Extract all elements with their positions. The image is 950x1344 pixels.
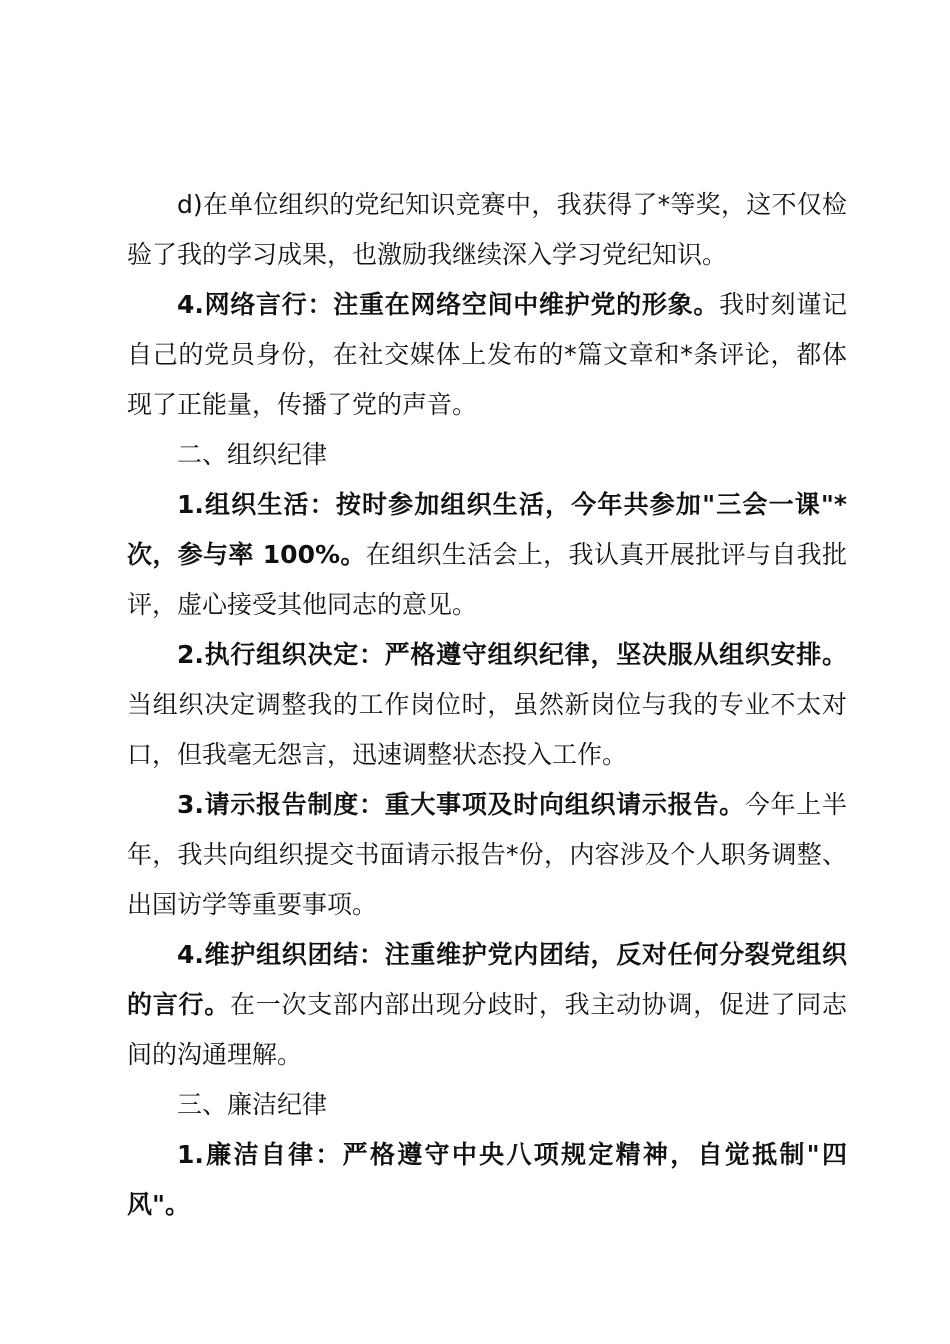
paragraph-bold-lead: 2.执行组织决定：严格遵守组织纪律，坚决服从组织安排。 [177, 640, 847, 669]
paragraph-text: d)在单位组织的党纪知识竞赛中，我获得了*等奖，这不仅检验了我的学习成果，也激励我继续深入学习党纪知识。 [127, 190, 847, 269]
paragraph-bold-lead: 4.维护组织团结：注重维护党内团结，反对任何分裂党组织的言行。 [127, 940, 847, 1019]
paragraph-text: 在组织生活会上，我认真开展批评与自我批评，虚心接受其他同志的意见。 [127, 540, 847, 619]
paragraph-d [127, 180, 847, 280]
paragraph-integrity [127, 1130, 847, 1230]
paragraph-text: 在一次支部内部出现分歧时，我主动协调，促进了同志间的沟通理解。 [127, 990, 847, 1069]
paragraph-unity [127, 930, 847, 1080]
paragraph-bold-lead: 4.网络言行：注重在网络空间中维护党的形象。 [177, 290, 720, 319]
section-heading-organization: 二、组织纪律 [177, 440, 328, 469]
paragraph-bold-lead: 3.请示报告制度：重大事项及时向组织请示报告。 [177, 790, 745, 819]
paragraph-org-decision [127, 630, 847, 780]
paragraph-text: 当组织决定调整我的工作岗位时，虽然新岗位与我的专业不太对口，但我毫无怨言，迅速调整状态投入工作。 [127, 690, 847, 769]
section-heading-integrity: 三、廉洁纪律 [177, 1090, 328, 1119]
paragraph-text: 我时刻谨记自己的党员身份，在社交媒体上发布的*篇文章和*条评论，都体现了正能量，传播了党的声音。 [127, 290, 847, 419]
paragraph-report-system [127, 780, 847, 930]
paragraph-org-life [127, 480, 847, 630]
paragraph-bold-lead: 1.组织生活：按时参加组织生活，今年共参加"三会一课"*次，参与率 100%。 [127, 490, 847, 569]
paragraph-text: 今年上半年，我共向组织提交书面请示报告*份，内容涉及个人职务调整、出国访学等重要事项。 [127, 790, 847, 919]
document-body [127, 180, 847, 1230]
paragraph-online-conduct [127, 280, 847, 430]
paragraph-bold-lead: 1.廉洁自律：严格遵守中央八项规定精神，自觉抵制"四风"。 [127, 1140, 847, 1219]
